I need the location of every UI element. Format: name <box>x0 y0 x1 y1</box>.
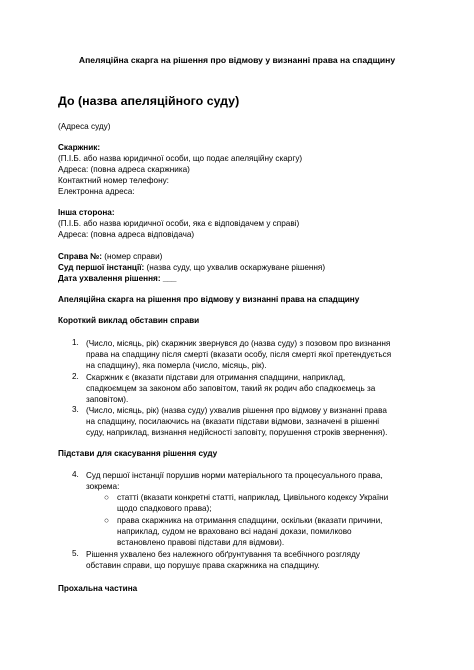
addressee-court: До (назва апеляційного суду) <box>58 94 240 108</box>
sub-list-item-line: права скаржника на отримання спадщини, оскільки (вказати причини, <box>117 516 383 525</box>
appellant-email-line: Електронна адреса: <box>58 187 135 196</box>
sub-list-item-line: встановлено правові підстави для відмови). <box>117 538 285 547</box>
sub-list-item-line: щодо спадкового права); <box>117 504 212 513</box>
section-facts-heading: Короткий виклад обставин справи <box>58 316 200 325</box>
list-item <box>86 372 375 405</box>
list-item <box>86 338 391 371</box>
other-party-name-line: (П.І.Б. або назва юридичної особи, яка є відповідачем у справі) <box>58 219 300 228</box>
list-item-line: спадкоємцем за законом або заповітом, такий як родич або спадкоємець за <box>86 384 376 393</box>
sub-list-item <box>117 492 388 514</box>
section-grounds-heading: Підстави для скасування рішення суду <box>58 449 218 458</box>
court-address: (Адреса суду) <box>58 122 111 131</box>
list-item-number: 1. <box>72 338 79 347</box>
list-item-line: Рішення ухвалено без належного обґрунтування та всебічного розгляду <box>86 550 360 559</box>
list-item <box>86 405 387 438</box>
complaint-subtitle: Апеляційна скарга на рішення про відмову у визнанні права на спадщину <box>58 295 360 304</box>
list-item-line: Скаржник є (вказати підстави для отримання спадщини, наприклад, <box>86 373 346 382</box>
bullet-icon: ○ <box>104 493 109 502</box>
decision-date-line: Дата ухвалення рішення: ___ <box>58 274 177 283</box>
list-item-line: обставин справи, що порушує права скаржника на спадщину. <box>86 561 320 570</box>
list-item-number: 2. <box>72 372 79 381</box>
section-request-heading: Прохальна частина <box>58 584 138 593</box>
list-item-line: (Число, місяць, рік) скаржник звернувся до (назва суду) з позовом про визнання <box>86 339 391 348</box>
other-party-address-line: Адреса: (повна адреса відповідача) <box>58 230 195 239</box>
list-item <box>86 470 383 492</box>
list-item-line: на спадщину, посилаючись на (вказати підстави відмови, зазначені в рішенні <box>86 417 380 426</box>
appellant-name-line: (П.І.Б. або назва юридичної особи, що подає апеляційну скаргу) <box>58 154 303 163</box>
list-item-line: (Число, місяць, рік) (назва суду) ухвалив рішення про відмову у визнанні права <box>86 406 387 415</box>
list-item-line: зокрема: <box>86 482 120 491</box>
appellant-address-line: Адреса: (повна адреса скаржника) <box>58 165 190 174</box>
document-title: Апеляційна скарга на рішення про відмову у визнанні права на спадщину <box>78 55 396 65</box>
first-instance-court-value: (назва суду, що ухвалив оскаржуване рішення) <box>144 263 326 272</box>
case-number-label: Справа №: <box>58 252 103 261</box>
case-number-value: (номер справи) <box>102 252 163 261</box>
list-item-line: заповітом). <box>86 395 129 404</box>
first-instance-court-label: Суд першої інстанції: <box>58 263 145 272</box>
list-item-number: 3. <box>72 405 79 414</box>
list-item-number: 5. <box>72 549 79 558</box>
list-item-line: права на спадщину після смерті (вказати особу, після смерті якої претендується <box>86 350 392 359</box>
sub-list-item <box>117 515 382 548</box>
other-party-heading: Інша сторона: <box>58 208 115 217</box>
first-instance-court-line <box>58 263 325 273</box>
list-item-line: Суд першої інстанції порушив норми матеріального та процесуального права, <box>86 471 383 480</box>
appellant-phone-line: Контактний номер телефону: <box>58 176 169 185</box>
list-item-number: 4. <box>72 470 79 479</box>
bullet-icon: ○ <box>104 516 109 525</box>
sub-list-item-line: наприклад, судом не враховано всі надані докази, помилково <box>117 527 352 536</box>
case-number-line <box>58 252 162 262</box>
sub-list-item-line: статті (вказати конкретні статті, наприклад, Цивільного кодексу України <box>117 493 389 502</box>
appellant-heading: Скаржник: <box>58 143 101 152</box>
list-item-line: на спадщину), яка померла (число, місяць, рік). <box>86 361 267 370</box>
list-item-line: суду, наприклад, визнання недійсності заповіту, порушення строків звернення). <box>86 428 388 437</box>
list-item <box>86 549 360 571</box>
